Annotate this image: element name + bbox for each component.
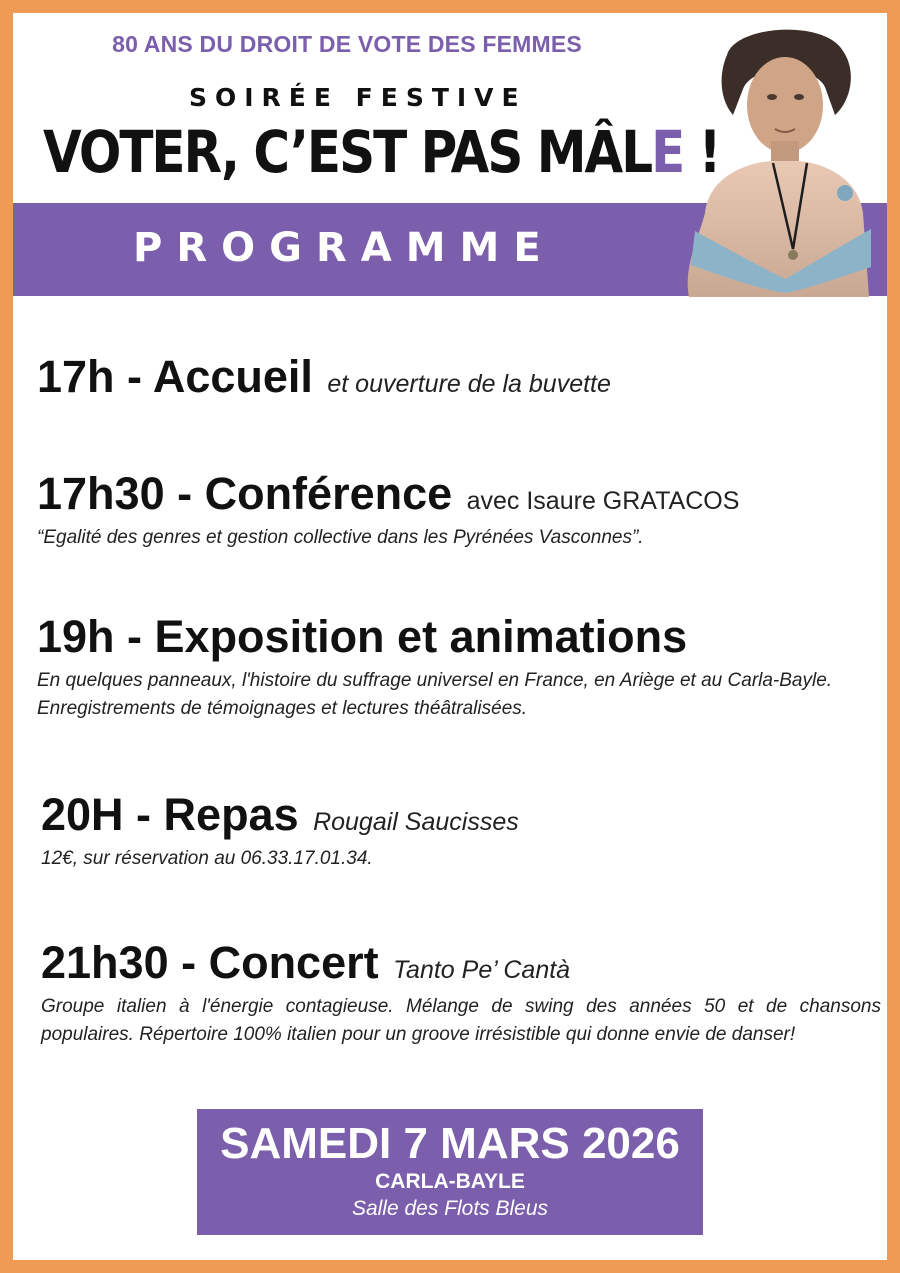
main-title: [43, 119, 719, 186]
program-item-title: 21h30 - Concert: [41, 937, 379, 988]
program-item-title: 19h - Exposition et animations: [37, 611, 688, 662]
program-item-head: [37, 351, 877, 403]
date-location-box: [197, 1109, 703, 1235]
program-item-aside: Tanto Pe’ Cantà: [393, 956, 571, 984]
event-venue: Salle des Flots Bleus: [351, 1197, 549, 1220]
program-item-description: 12€, sur réservation au 06.33.17.01.34.: [41, 848, 373, 869]
main-title-end: !: [683, 119, 720, 186]
portrait-illustration: [675, 17, 873, 302]
program-item-title: 20H - Repas: [41, 789, 299, 840]
program-item-aside: avec Isaure GRATACOS: [466, 487, 740, 515]
program-item-head: [37, 468, 877, 520]
program-item-exposition: [37, 611, 877, 723]
program-item-repas: [41, 789, 881, 873]
program-item-description: “Egalité des genres et gestion collective dans les Pyrénées Vasconnes”.: [37, 527, 644, 548]
program-item-accueil: [37, 351, 877, 403]
program-item-title: 17h30 - Conférence: [37, 468, 453, 519]
main-title-text: VOTER, C’EST PAS MÂL: [43, 119, 652, 186]
event-subtitle: SOIRÉE FESTIVE: [189, 83, 527, 112]
event-date: SAMEDI 7 MARS 2026: [220, 1119, 680, 1168]
program-item-title: 17h - Accueil: [37, 351, 313, 402]
program-item-head: [41, 937, 881, 989]
program-item-description: En quelques panneaux, l'histoire du suffrage universel en France, en Ariège et au Carla-Bayle. Enregistrements de témoignages et lectures théâtralisées.: [37, 670, 833, 719]
program-item-head: [41, 789, 881, 841]
program-item-aside: et ouverture de la buvette: [327, 370, 611, 398]
program-item-aside: Rougail Saucisses: [313, 808, 519, 836]
program-item-concert: [41, 937, 881, 1049]
main-title-accent: E: [651, 119, 684, 186]
program-item-conference: [37, 468, 877, 552]
programme-heading: PROGRAMME: [133, 225, 555, 271]
program-item-head: [37, 611, 877, 663]
event-town: CARLA-BAYLE: [375, 1170, 525, 1193]
program-item-description: Groupe italien à l'énergie contagieuse. Mélange de swing des années 50 et de chansons populaires. Répertoire 100% italien pour un groove irrésistible qui donne envie de danser!: [41, 996, 881, 1045]
anniversary-kicker: 80 ANS DU DROIT DE VOTE DES FEMMES: [112, 31, 582, 57]
